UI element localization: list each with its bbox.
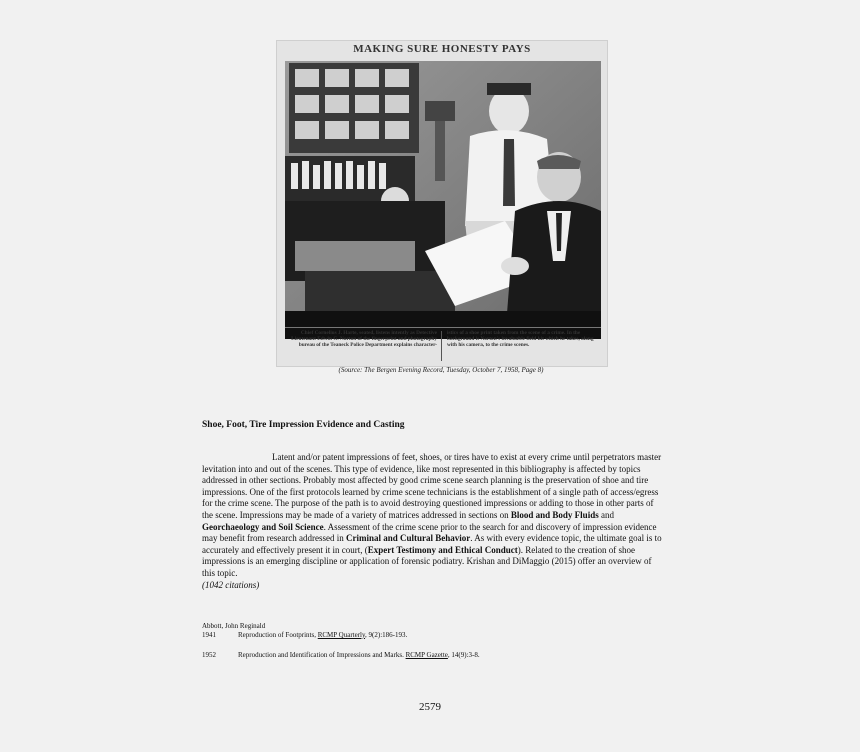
bibliography-entry <box>202 651 480 659</box>
clipping-photo <box>285 61 601 339</box>
citation-count: (1042 citations) <box>202 579 260 590</box>
section-body <box>202 452 664 591</box>
page-number: 2579 <box>419 701 441 713</box>
entry-year: 1952 <box>202 651 216 659</box>
clipping-caption <box>285 330 601 364</box>
newspaper-clipping <box>276 40 608 367</box>
entry-title: Reproduction and Identification of Impressions and Marks. <box>238 651 406 659</box>
entry-journal: RCMP Quarterly <box>317 631 366 639</box>
clipping-headline: MAKING SURE HONESTY PAYS <box>353 43 531 55</box>
link-expert-testimony: Expert Testimony and Ethical Conduct <box>367 544 518 555</box>
entry-author: Abbott, John Reginald <box>202 622 266 630</box>
entry-journal: RCMP Gazette <box>405 651 448 659</box>
caption-divider <box>441 331 442 361</box>
link-criminal-behavior: Criminal and Cultural Behavior <box>345 533 471 544</box>
entry-title: Reproduction of Footprints, <box>238 631 318 639</box>
figure-source: (Source: The Bergen Evening Record, Tuesday, October 7, 1958, Page 8) <box>338 366 544 374</box>
bibliography-entry <box>202 631 407 639</box>
link-blood-body-fluids: Blood and Body Fluids <box>510 509 599 520</box>
caption-top-rule <box>285 327 601 328</box>
section-paragraph: Latent and/or patent impressions of feet, shoes, or tires have to exist at every crime until perpetrators master levitation into and out of the scenes. This type of evidence, like most represented in this bibliography is affected by topics addressed in other sections. Probably most affected by good crime scene search planning is the preservation of shoe and tire impressions. One of the first protocols learned by crime scene technicians is the establishment of a single path of access/egress for the crime scene. The purpose of the path is to avoid destroying questioned impressions or adding to those in other parts of the scene. Impressions may be made of a variety of matrices addressed in sections on Blood and Body Fluids and Georchaeology and Soil Science. Assessment of the crime scene prior to the search for and discovery of impression evidence may benefit from research addressed in Criminal and Cultural Behavior. As with every evidence topic, the ultimate goal is to accurately and effectively present it in court, (Expert Testimony and Ethical Conduct). Related to the creation of shoe impressions is an emerging discipline or application of forensic podiatry. Krishan and DiMaggio (2015) offer an overview of this topic. <box>202 452 662 578</box>
entry-reference: , 14(9):3-8. <box>447 651 480 659</box>
caption-left-column: Chief Cornelius J. Harte, seated, listens intently as Detective Lieutenant Edwin G. Norton of the fingerprint and photography bureau of the Teaneck Police Department explains character- <box>291 330 437 349</box>
entry-year: 1941 <box>202 631 216 639</box>
section-heading: Shoe, Foot, Tire Impression Evidence and Casting <box>202 420 405 430</box>
entry-reference: , 9(2):186-193. <box>365 631 408 639</box>
link-geoarchaeology: Georchaeology and Soil Science <box>202 521 324 532</box>
caption-right-column: istics of a shoe print taken from the scene of a crime. In the background is Norton's invaluable field kit which he takes, along with his camera, to the crime scenes. <box>447 330 594 349</box>
